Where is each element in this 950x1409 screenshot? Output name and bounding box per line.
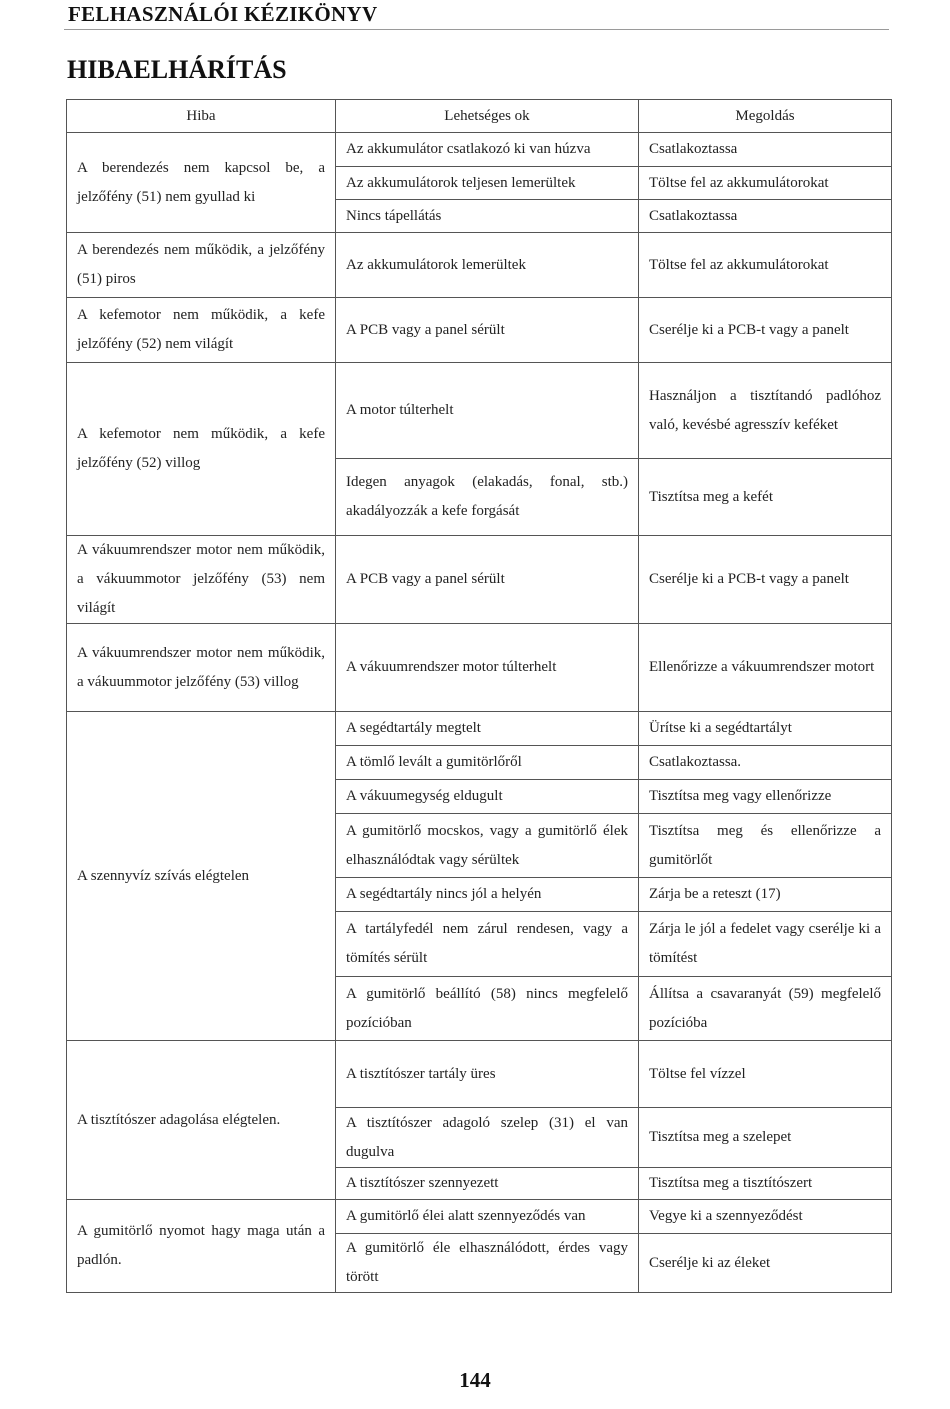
cause-cell: A tisztítószer szennyezett xyxy=(336,1168,639,1200)
cause-cell: A segédtartály megtelt xyxy=(336,712,639,746)
cause-cell: A tisztítószer tartály üres xyxy=(336,1041,639,1108)
problem-cell: A berendezés nem kapcsol be, a jelzőfény (51) nem gyullad ki xyxy=(67,133,336,233)
solution-cell: Tisztítsa meg vagy ellenőrizze xyxy=(639,780,892,814)
column-header-lehetseges-ok: Lehetséges ok xyxy=(336,100,639,133)
cause-cell: A gumitörlő éle elhasználódott, érdes vagy törött xyxy=(336,1234,639,1293)
table-row xyxy=(67,233,892,298)
problem-cell: A vákuumrendszer motor nem működik, a vákuummotor jelzőfény (53) villog xyxy=(67,624,336,712)
solution-cell: Cserélje ki a PCB-t vagy a panelt xyxy=(639,298,892,363)
cause-cell: A motor túlterhelt xyxy=(336,363,639,459)
cause-cell: A tartályfedél nem zárul rendesen, vagy a tömítés sérült xyxy=(336,912,639,977)
table-row xyxy=(67,133,892,167)
cause-cell: A PCB vagy a panel sérült xyxy=(336,298,639,363)
table-row xyxy=(67,298,892,363)
solution-cell: Állítsa a csavaranyát (59) megfelelő pozícióba xyxy=(639,977,892,1041)
page-number: 144 xyxy=(459,1368,491,1392)
header-divider xyxy=(64,29,889,30)
solution-cell: Zárja be a reteszt (17) xyxy=(639,878,892,912)
cause-cell: A tömlő levált a gumitörlőről xyxy=(336,746,639,780)
solution-cell: Vegye ki a szennyeződést xyxy=(639,1200,892,1234)
problem-cell: A vákuumrendszer motor nem működik, a vákuummotor jelzőfény (53) nem világít xyxy=(67,536,336,624)
solution-cell: Csatlakoztassa xyxy=(639,133,892,167)
running-header-title: FELHASZNÁLÓI KÉZIKÖNYV xyxy=(68,2,378,26)
cause-cell: A gumitörlő beállító (58) nincs megfelelő pozícióban xyxy=(336,977,639,1041)
table-row xyxy=(67,712,892,746)
troubleshooting-table xyxy=(66,99,892,1293)
cause-cell: A tisztítószer adagoló szelep (31) el van dugulva xyxy=(336,1108,639,1168)
cause-cell: A PCB vagy a panel sérült xyxy=(336,536,639,624)
cause-cell: Nincs tápellátás xyxy=(336,200,639,233)
solution-cell: Ürítse ki a segédtartályt xyxy=(639,712,892,746)
cause-cell: Az akkumulátorok lemerültek xyxy=(336,233,639,298)
table-row xyxy=(67,363,892,459)
solution-cell: Tisztítsa meg a kefét xyxy=(639,459,892,536)
problem-cell: A kefemotor nem működik, a kefe jelzőfény (52) nem világít xyxy=(67,298,336,363)
cause-cell: A gumitörlő mocskos, vagy a gumitörlő élek elhasználódtak vagy sérültek xyxy=(336,814,639,878)
cause-cell: A gumitörlő élei alatt szennyeződés van xyxy=(336,1200,639,1234)
solution-cell: Töltse fel vízzel xyxy=(639,1041,892,1108)
solution-cell: Töltse fel az akkumulátorokat xyxy=(639,167,892,200)
cause-cell: Az akkumulátor csatlakozó ki van húzva xyxy=(336,133,639,167)
cause-cell: A vákuumegység eldugult xyxy=(336,780,639,814)
problem-cell: A tisztítószer adagolása elégtelen. xyxy=(67,1041,336,1200)
problem-cell: A kefemotor nem működik, a kefe jelzőfény (52) villog xyxy=(67,363,336,536)
table-row xyxy=(67,536,892,624)
solution-cell: Tisztítsa meg és ellenőrizze a gumitörlőt xyxy=(639,814,892,878)
solution-cell: Töltse fel az akkumulátorokat xyxy=(639,233,892,298)
table-row xyxy=(67,624,892,712)
solution-cell: Használjon a tisztítandó padlóhoz való, kevésbé agresszív keféket xyxy=(639,363,892,459)
column-header-hiba: Hiba xyxy=(67,100,336,133)
column-header-megoldas: Megoldás xyxy=(639,100,892,133)
problem-cell: A szennyvíz szívás elégtelen xyxy=(67,712,336,1041)
solution-cell: Tisztítsa meg a tisztítószert xyxy=(639,1168,892,1200)
problem-cell: A berendezés nem működik, a jelzőfény (51) piros xyxy=(67,233,336,298)
table-row xyxy=(67,1041,892,1108)
solution-cell: Zárja le jól a fedelet vagy cserélje ki a tömítést xyxy=(639,912,892,977)
page-title: HIBAELHÁRÍTÁS xyxy=(67,55,287,84)
solution-cell: Tisztítsa meg a szelepet xyxy=(639,1108,892,1168)
problem-cell: A gumitörlő nyomot hagy maga után a padlón. xyxy=(67,1200,336,1293)
cause-cell: Az akkumulátorok teljesen lemerültek xyxy=(336,167,639,200)
solution-cell: Csatlakoztassa xyxy=(639,200,892,233)
solution-cell: Cserélje ki az éleket xyxy=(639,1234,892,1293)
solution-cell: Ellenőrizze a vákuumrendszer motort xyxy=(639,624,892,712)
solution-cell: Cserélje ki a PCB-t vagy a panelt xyxy=(639,536,892,624)
table-header-row xyxy=(67,100,892,133)
cause-cell: A vákuumrendszer motor túlterhelt xyxy=(336,624,639,712)
cause-cell: Idegen anyagok (elakadás, fonal, stb.) akadályozzák a kefe forgását xyxy=(336,459,639,536)
table-row xyxy=(67,1200,892,1234)
solution-cell: Csatlakoztassa. xyxy=(639,746,892,780)
cause-cell: A segédtartály nincs jól a helyén xyxy=(336,878,639,912)
